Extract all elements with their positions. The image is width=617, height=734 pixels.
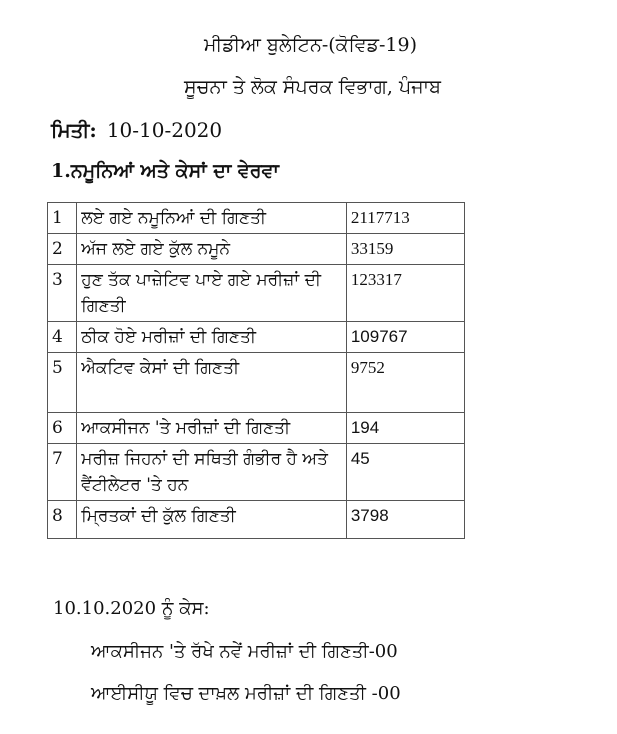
row-description: ਮਰੀਜ਼ ਜਿਹਨਾਂ ਦੀ ਸਥਿਤੀ ਗੰਭੀਰ ਹੈ ਅਤੇ ਵੈਂਟੀਲੇਟਰ 'ਤੇ ਹਨ <box>77 444 347 501</box>
row-number: 1 <box>48 203 77 234</box>
row-number: 4 <box>48 322 77 353</box>
table-row <box>48 353 465 413</box>
row-value: 9752 <box>346 353 464 413</box>
table-row <box>48 444 465 501</box>
cases-date-line: 10.10.2020 ਨੂੰ ਕੇਸ: <box>53 598 210 619</box>
row-number: 8 <box>48 501 77 539</box>
row-description: ਐਕਟਿਵ ਕੇਸਾਂ ਦੀ ਗਿਣਤੀ <box>77 353 347 413</box>
row-value: 194 <box>346 413 464 444</box>
row-number: 5 <box>48 353 77 413</box>
row-number: 2 <box>48 234 77 265</box>
table-row <box>48 501 465 539</box>
row-number: 3 <box>48 265 77 322</box>
row-value: 2117713 <box>346 203 464 234</box>
row-value: 109767 <box>346 322 464 353</box>
row-description: ਹੁਣ ਤੱਕ ਪਾਜ਼ੇਟਿਵ ਪਾਏ ਗਏ ਮਰੀਜ਼ਾਂ ਦੀ ਗਿਣਤੀ <box>77 265 347 322</box>
row-value: 123317 <box>346 265 464 322</box>
date-label: ਮਿਤੀ: <box>51 118 97 142</box>
row-number: 6 <box>48 413 77 444</box>
row-value: 33159 <box>346 234 464 265</box>
row-description: ਅੱਜ ਲਏ ਗਏ ਕੁੱਲ ਨਮੂਨੇ <box>77 234 347 265</box>
cases-table <box>47 202 465 539</box>
department-name: ਸੂਚਨਾ ਤੇ ਲੋਕ ਸੰਪਰਕ ਵਿਭਾਗ, ਪੰਜਾਬ <box>184 76 441 98</box>
row-value: 3798 <box>346 501 464 539</box>
bulletin-title: ਮੀਡੀਆ ਬੁਲੇਟਿਨ-(ਕੋਵਿਡ-19) <box>203 34 418 56</box>
row-value: 45 <box>346 444 464 501</box>
table-row <box>48 234 465 265</box>
section-heading: 1.ਨਮੂਨਿਆਂ ਅਤੇ ਕੇਸਾਂ ਦਾ ਵੇਰਵਾ <box>51 160 279 182</box>
table-row <box>48 413 465 444</box>
row-description: ਆਕਸੀਜਨ 'ਤੇ ਮਰੀਜ਼ਾਂ ਦੀ ਗਿਣਤੀ <box>77 413 347 444</box>
row-description: ਮ੍ਰਿਤਕਾਂ ਦੀ ਕੁੱਲ ਗਿਣਤੀ <box>77 501 347 539</box>
date-value: 10-10-2020 <box>106 118 223 142</box>
oxygen-new-patients-line: ਆਕਸੀਜਨ 'ਤੇ ਰੱਖੇ ਨਵੇਂ ਮਰੀਜ਼ਾਂ ਦੀ ਗਿਣਤੀ-00 <box>91 641 398 662</box>
row-description: ਲਏ ਗਏ ਨਮੂਨਿਆਂ ਦੀ ਗਿਣਤੀ <box>77 203 347 234</box>
row-number: 7 <box>48 444 77 501</box>
table-row <box>48 203 465 234</box>
date-line <box>51 118 222 142</box>
table-row <box>48 322 465 353</box>
icu-admitted-patients-line: ਆਈਸੀਯੂ ਵਿਚ ਦਾਖ਼ਲ ਮਰੀਜ਼ਾਂ ਦੀ ਗਿਣਤੀ -00 <box>91 683 401 704</box>
row-description: ਠੀਕ ਹੋਏ ਮਰੀਜ਼ਾਂ ਦੀ ਗਿਣਤੀ <box>77 322 347 353</box>
table-row <box>48 265 465 322</box>
